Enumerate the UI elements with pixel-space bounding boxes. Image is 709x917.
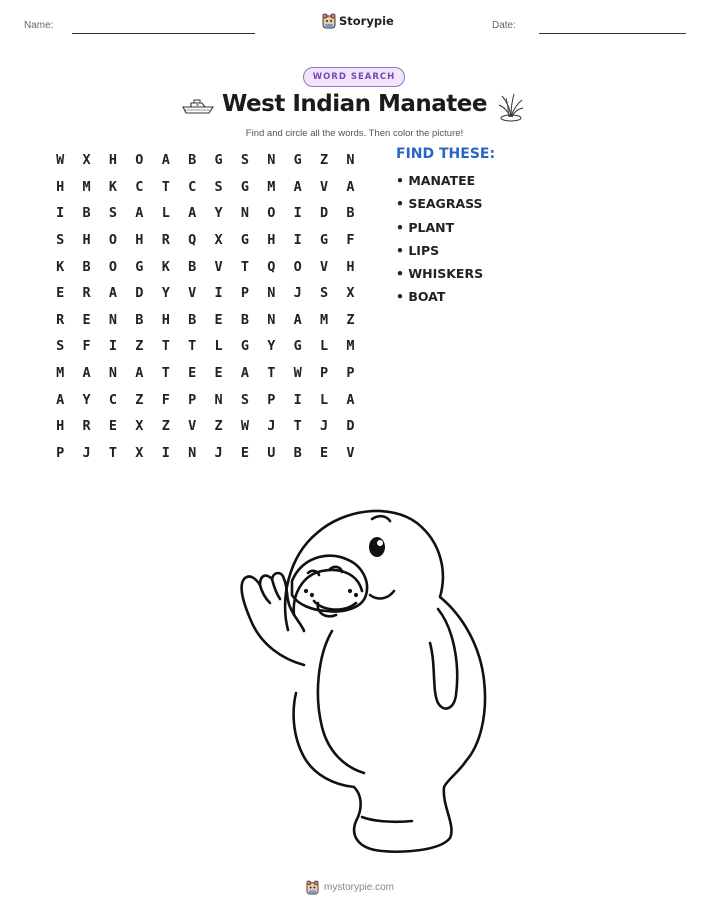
grid-cell[interactable]: Y bbox=[267, 338, 276, 355]
grid-cell[interactable]: N bbox=[267, 152, 276, 169]
grid-cell[interactable]: S bbox=[320, 285, 329, 302]
seagrass-icon bbox=[497, 92, 525, 126]
grid-cell[interactable]: H bbox=[82, 232, 91, 249]
grid-cell[interactable]: H bbox=[56, 178, 65, 195]
grid-cell[interactable]: R bbox=[82, 285, 91, 302]
grid-cell[interactable]: L bbox=[320, 391, 329, 408]
grid-cell[interactable]: A bbox=[240, 365, 249, 382]
grid-cell[interactable]: A bbox=[346, 391, 355, 408]
footer-url: mystorypie.com bbox=[324, 882, 395, 893]
date-label: Date: bbox=[492, 20, 516, 31]
grid-cell[interactable]: V bbox=[346, 444, 355, 461]
word-search-grid[interactable] bbox=[47, 147, 364, 466]
grid-cell[interactable]: T bbox=[161, 365, 170, 382]
grid-cell[interactable]: X bbox=[135, 418, 144, 435]
grid-cell[interactable]: S bbox=[108, 205, 118, 222]
word-item: • LIPS bbox=[396, 242, 440, 258]
footer bbox=[306, 880, 394, 895]
grid-cell[interactable]: P bbox=[267, 391, 276, 408]
grid-cell[interactable]: R bbox=[56, 311, 65, 328]
grid-cell[interactable]: A bbox=[293, 311, 302, 328]
grid-cell[interactable]: Z bbox=[135, 391, 144, 408]
grid-cell[interactable]: A bbox=[135, 365, 144, 382]
grid-cell[interactable]: J bbox=[82, 444, 91, 461]
grid-cell[interactable]: X bbox=[346, 285, 355, 302]
storypie-logo-icon bbox=[306, 880, 319, 895]
grid-cell[interactable]: X bbox=[214, 232, 223, 249]
grid-cell[interactable]: H bbox=[161, 311, 170, 328]
grid-cell[interactable]: V bbox=[214, 258, 223, 275]
grid-cell[interactable]: V bbox=[320, 178, 329, 195]
grid-cell[interactable]: L bbox=[320, 338, 329, 355]
grid-cell[interactable]: F bbox=[161, 391, 170, 408]
grid-cell[interactable]: G bbox=[240, 178, 249, 195]
grid-cell[interactable]: N bbox=[214, 391, 223, 408]
grid-cell[interactable]: N bbox=[108, 311, 118, 328]
grid-cell[interactable]: N bbox=[240, 205, 249, 222]
grid-cell[interactable]: I bbox=[161, 444, 170, 461]
grid-cell[interactable]: C bbox=[135, 178, 144, 195]
grid-cell[interactable]: O bbox=[293, 258, 302, 275]
grid-cell[interactable]: P bbox=[240, 285, 249, 302]
grid-cell[interactable]: Y bbox=[214, 205, 223, 222]
grid-cell[interactable]: N bbox=[267, 285, 276, 302]
grid-cell[interactable]: M bbox=[346, 338, 355, 355]
name-label: Name: bbox=[24, 20, 54, 31]
grid-cell[interactable]: K bbox=[56, 258, 65, 275]
grid-cell[interactable]: K bbox=[161, 258, 170, 275]
grid-cell[interactable]: X bbox=[82, 152, 91, 169]
grid-cell[interactable]: I bbox=[108, 338, 118, 355]
grid-cell[interactable]: F bbox=[346, 232, 355, 249]
grid-cell[interactable]: I bbox=[293, 232, 302, 249]
grid-cell[interactable]: P bbox=[188, 391, 197, 408]
storypie-logo-icon bbox=[322, 13, 336, 29]
grid-cell[interactable]: V bbox=[320, 258, 329, 275]
grid-cell[interactable]: B bbox=[293, 444, 302, 461]
grid-cell[interactable]: N bbox=[267, 311, 276, 328]
word-search-badge: WORD SEARCH bbox=[303, 67, 405, 87]
grid-cell[interactable]: E bbox=[188, 365, 197, 382]
grid-cell[interactable]: L bbox=[214, 338, 223, 355]
grid-cell[interactable]: E bbox=[320, 444, 329, 461]
name-line[interactable] bbox=[72, 33, 255, 34]
grid-cell[interactable]: Z bbox=[346, 311, 355, 328]
grid-cell[interactable]: J bbox=[267, 418, 276, 435]
grid-cell[interactable]: A bbox=[108, 285, 118, 302]
grid-cell[interactable]: S bbox=[56, 338, 65, 355]
grid-cell[interactable]: B bbox=[135, 311, 144, 328]
grid-cell[interactable]: H bbox=[346, 258, 355, 275]
grid-cell[interactable]: B bbox=[188, 152, 197, 169]
grid-cell[interactable]: Y bbox=[161, 285, 170, 302]
grid-cell[interactable]: E bbox=[82, 311, 91, 328]
grid-cell[interactable]: S bbox=[240, 152, 249, 169]
grid-cell[interactable]: Q bbox=[188, 232, 197, 249]
grid-cell[interactable]: Z bbox=[214, 418, 223, 435]
grid-cell[interactable]: J bbox=[320, 418, 329, 435]
grid-cell[interactable]: V bbox=[188, 418, 197, 435]
grid-cell[interactable]: T bbox=[161, 178, 170, 195]
grid-cell[interactable]: X bbox=[135, 444, 144, 461]
grid-cell[interactable]: S bbox=[240, 391, 249, 408]
grid-cell[interactable]: A bbox=[293, 178, 302, 195]
grid-cell[interactable]: O bbox=[267, 205, 276, 222]
grid-cell[interactable]: E bbox=[214, 365, 223, 382]
grid-cell[interactable]: B bbox=[240, 311, 249, 328]
grid-cell[interactable]: D bbox=[346, 418, 355, 435]
grid-cell[interactable]: S bbox=[56, 232, 65, 249]
grid-cell[interactable]: R bbox=[82, 418, 91, 435]
grid-cell[interactable]: E bbox=[56, 285, 65, 302]
grid-cell[interactable]: H bbox=[135, 232, 144, 249]
grid-cell[interactable]: G bbox=[240, 338, 249, 355]
grid-cell[interactable]: S bbox=[214, 178, 223, 195]
grid-cell[interactable]: R bbox=[161, 232, 170, 249]
grid-cell[interactable]: O bbox=[135, 152, 144, 169]
grid-cell[interactable]: N bbox=[108, 365, 118, 382]
grid-cell[interactable]: F bbox=[82, 338, 91, 355]
word-item: • PLANT bbox=[396, 219, 455, 235]
instructions: Find and circle all the words. Then color the picture! bbox=[245, 128, 464, 139]
grid-cell[interactable]: E bbox=[240, 444, 249, 461]
grid-cell[interactable]: M bbox=[267, 178, 276, 195]
find-these-heading: FIND THESE: bbox=[396, 146, 496, 162]
grid-cell[interactable]: A bbox=[346, 178, 355, 195]
grid-cell[interactable]: B bbox=[346, 205, 355, 222]
grid-cell[interactable]: H bbox=[267, 232, 276, 249]
grid-cell[interactable]: P bbox=[346, 365, 355, 382]
grid-cell[interactable]: A bbox=[135, 205, 144, 222]
grid-cell[interactable]: M bbox=[82, 178, 91, 195]
grid-cell[interactable]: I bbox=[293, 205, 302, 222]
grid-cell[interactable]: G bbox=[135, 258, 144, 275]
grid-cell[interactable]: B bbox=[82, 258, 91, 275]
grid-cell[interactable]: T bbox=[240, 258, 249, 275]
grid-cell[interactable]: B bbox=[82, 205, 91, 222]
grid-cell[interactable]: C bbox=[108, 391, 118, 408]
grid-cell[interactable]: U bbox=[267, 444, 276, 461]
grid-cell[interactable]: Z bbox=[161, 418, 170, 435]
grid-cell[interactable]: T bbox=[267, 365, 276, 382]
grid-cell[interactable]: J bbox=[293, 285, 302, 302]
word-item: • WHISKERS bbox=[396, 266, 484, 282]
grid-cell[interactable]: D bbox=[320, 205, 329, 222]
grid-cell[interactable]: H bbox=[108, 152, 118, 169]
grid-cell[interactable]: K bbox=[108, 178, 118, 195]
grid-cell[interactable]: P bbox=[56, 444, 65, 461]
grid-cell[interactable]: W bbox=[240, 418, 249, 435]
grid-cell[interactable]: P bbox=[320, 365, 329, 382]
grid-cell[interactable]: T bbox=[293, 418, 302, 435]
grid-cell[interactable]: G bbox=[293, 152, 302, 169]
word-item: • BOAT bbox=[396, 289, 446, 305]
grid-cell[interactable]: G bbox=[293, 338, 302, 355]
grid-cell[interactable]: Z bbox=[320, 152, 329, 169]
grid-cell[interactable]: W bbox=[56, 152, 65, 169]
grid-cell[interactable]: Q bbox=[267, 258, 276, 275]
date-line[interactable] bbox=[539, 33, 686, 34]
grid-cell[interactable]: L bbox=[161, 205, 170, 222]
grid-cell[interactable]: N bbox=[188, 444, 197, 461]
grid-cell[interactable]: G bbox=[214, 152, 223, 169]
word-list bbox=[396, 172, 483, 312]
word-item: • MANATEE bbox=[396, 173, 476, 188]
grid-cell[interactable]: I bbox=[56, 205, 65, 222]
grid-cell[interactable]: A bbox=[188, 205, 197, 222]
grid-cell[interactable]: M bbox=[320, 311, 329, 328]
grid-cell[interactable]: T bbox=[188, 338, 197, 355]
grid-cell[interactable]: C bbox=[188, 178, 197, 195]
grid-cell[interactable]: G bbox=[240, 232, 249, 249]
grid-cell[interactable]: H bbox=[56, 418, 65, 435]
grid-cell[interactable]: T bbox=[108, 444, 118, 461]
grid-cell[interactable]: W bbox=[293, 365, 302, 382]
page-title: West Indian Manatee bbox=[221, 91, 488, 117]
grid-cell[interactable]: O bbox=[108, 232, 118, 249]
manatee-illustration[interactable] bbox=[222, 495, 492, 859]
grid-cell[interactable]: G bbox=[320, 232, 329, 249]
grid-cell[interactable]: N bbox=[346, 152, 355, 169]
brand bbox=[322, 13, 394, 29]
brand-name: Storypie bbox=[339, 14, 394, 28]
grid-cell[interactable]: Y bbox=[82, 391, 91, 408]
grid-cell[interactable]: A bbox=[82, 365, 91, 382]
grid-cell[interactable]: M bbox=[56, 365, 65, 382]
grid-cell[interactable]: A bbox=[56, 391, 65, 408]
grid-cell[interactable]: D bbox=[135, 285, 144, 302]
grid-cell[interactable]: E bbox=[108, 418, 118, 435]
grid-cell[interactable]: Z bbox=[135, 338, 144, 355]
grid-cell[interactable]: T bbox=[161, 338, 170, 355]
grid-cell[interactable]: A bbox=[161, 152, 170, 169]
grid-cell[interactable]: I bbox=[293, 391, 302, 408]
grid-cell[interactable]: O bbox=[108, 258, 118, 275]
grid-cell[interactable]: B bbox=[188, 311, 197, 328]
word-item: • SEAGRASS bbox=[396, 196, 483, 212]
grid-cell[interactable]: E bbox=[214, 311, 223, 328]
grid-cell[interactable]: J bbox=[214, 444, 223, 461]
grid-cell[interactable]: V bbox=[188, 285, 197, 302]
grid-cell[interactable]: I bbox=[214, 285, 223, 302]
grid-cell[interactable]: B bbox=[188, 258, 197, 275]
